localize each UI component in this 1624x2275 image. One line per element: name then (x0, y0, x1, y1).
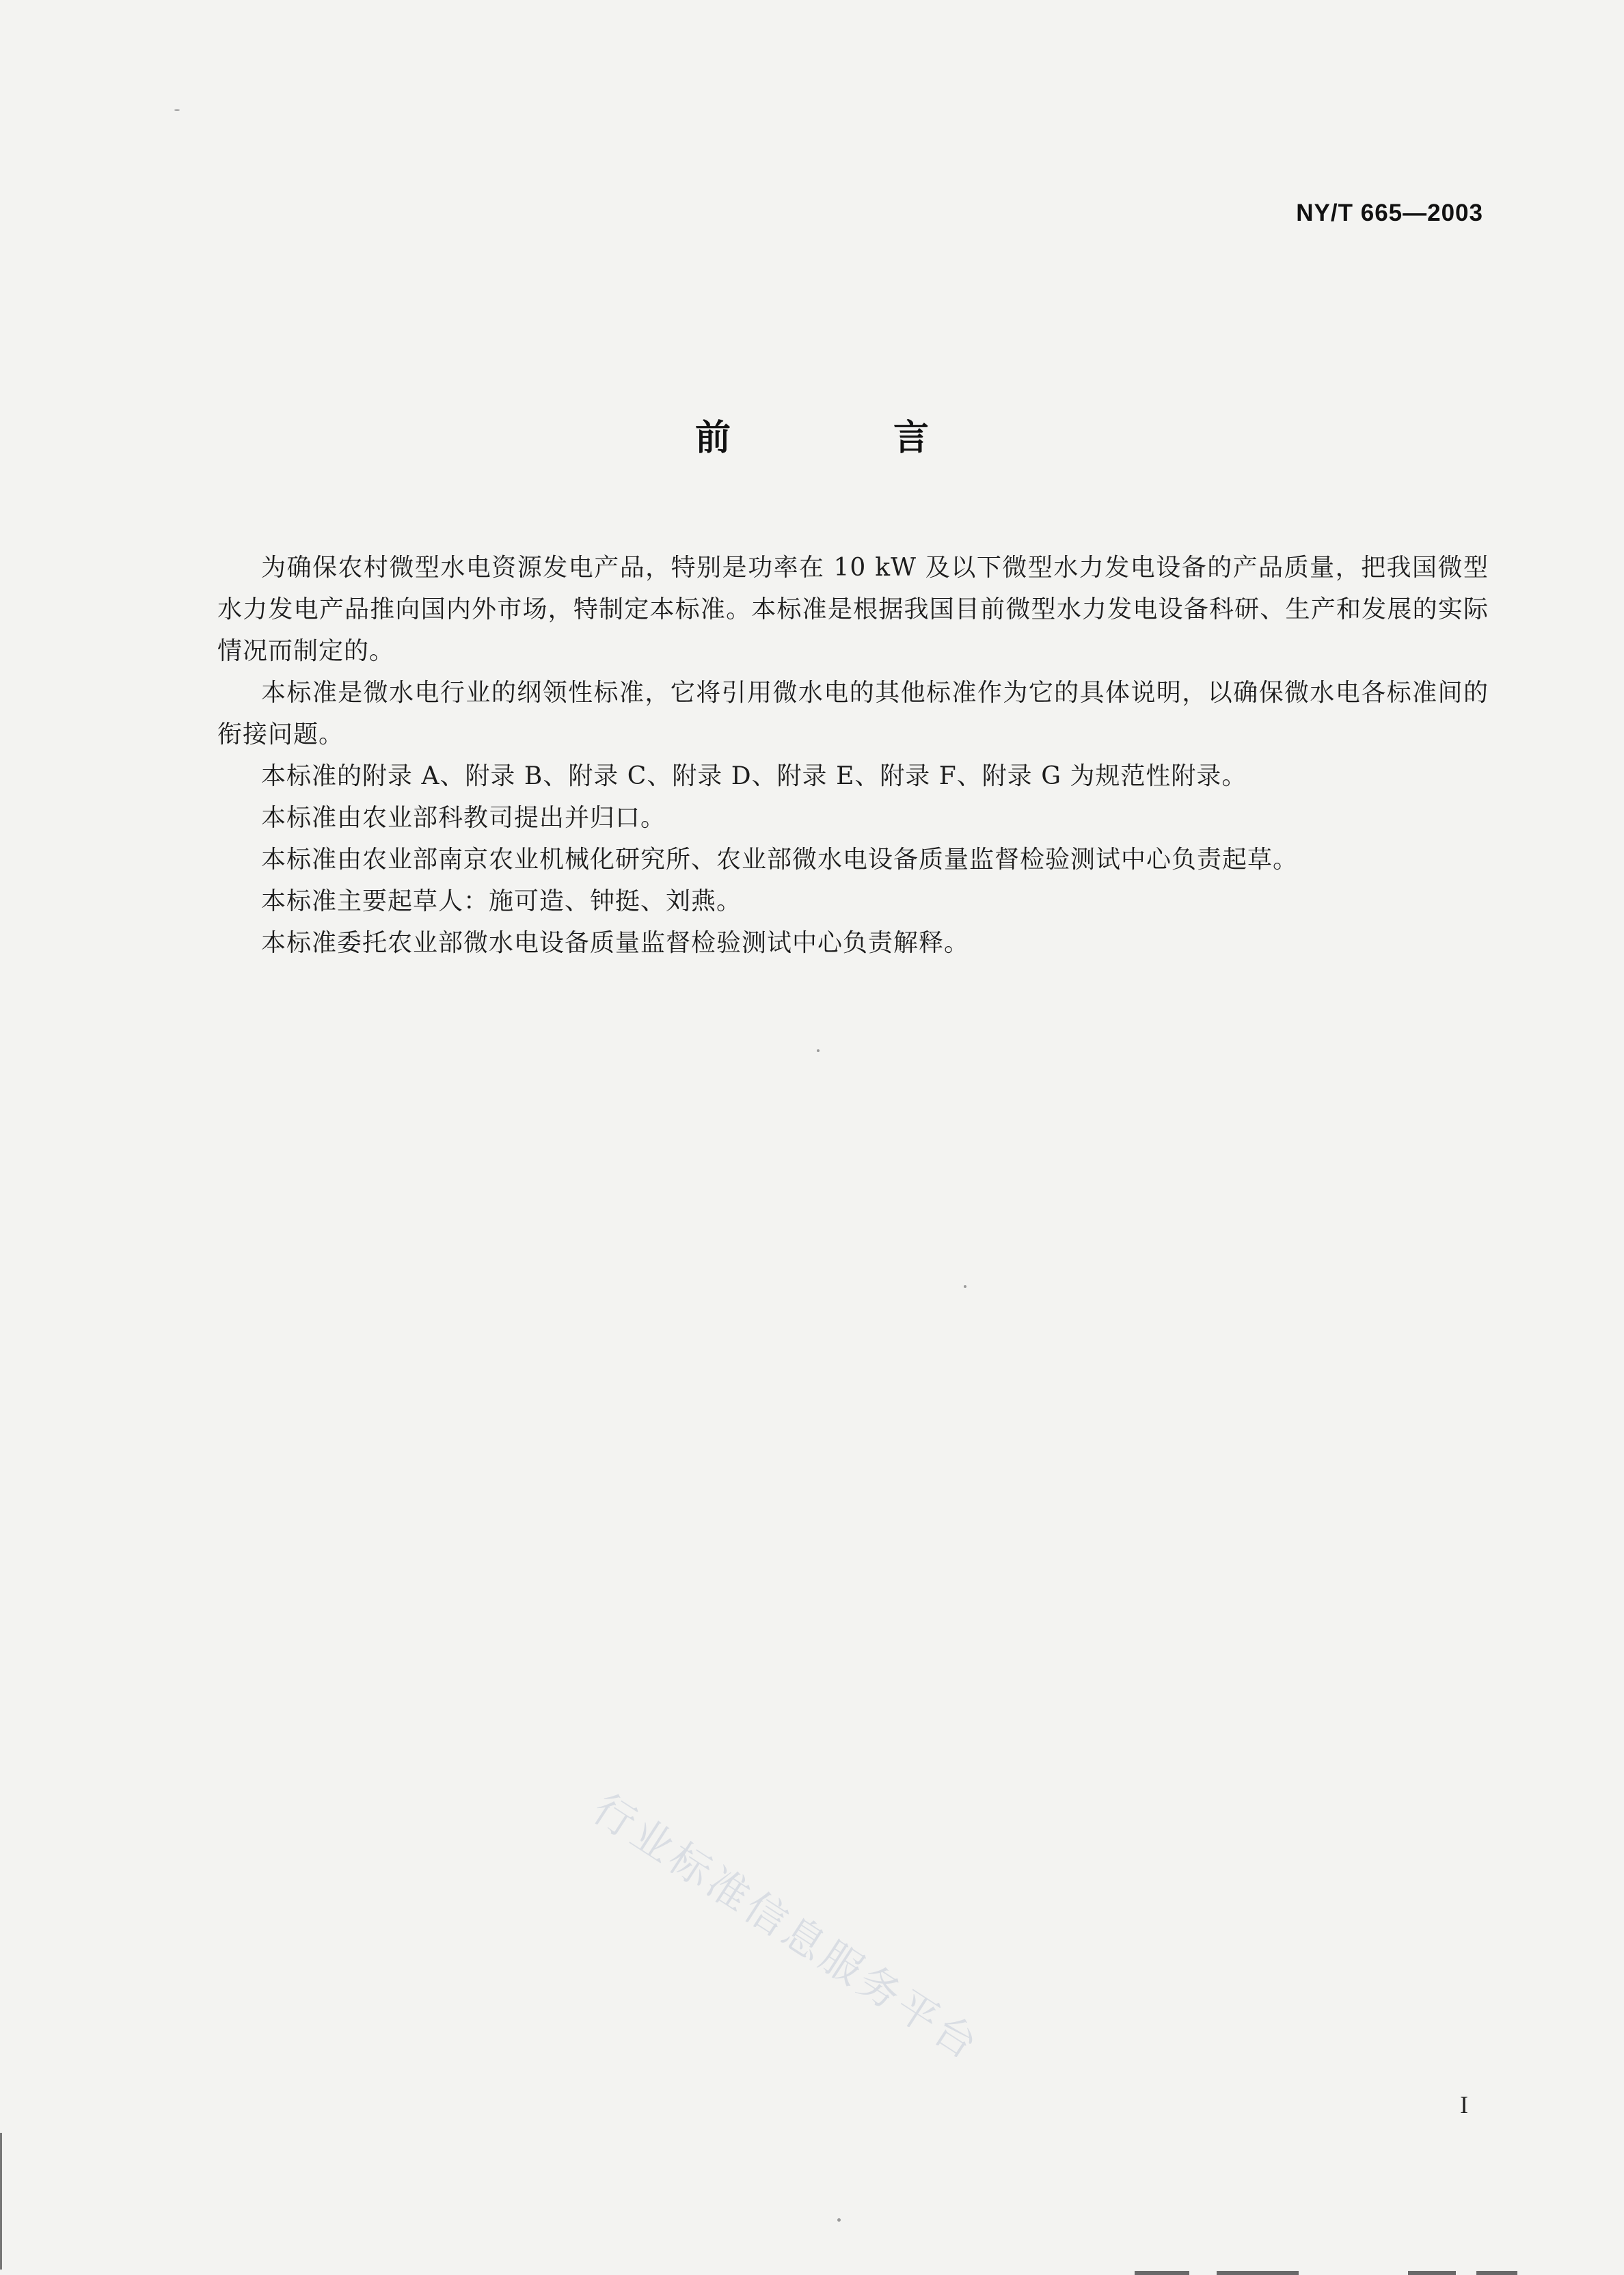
paragraph: 本标准主要起草人：施可造、钟挺、刘燕。 (261, 887, 742, 915)
scan-speck (964, 1285, 966, 1288)
paragraph: 本标准委托农业部微水电设备质量监督检验测试中心负责解释。 (261, 929, 970, 957)
standard-number: NY/T 665—2003 (1296, 200, 1483, 226)
scan-speck (174, 109, 180, 111)
foreword-body (217, 547, 1489, 964)
scan-bottom-edge (1476, 2271, 1517, 2275)
page-number: I (1460, 2091, 1468, 2118)
page-title: 前 言 (694, 418, 1005, 459)
scan-speck (837, 2218, 841, 2222)
paragraph: 本标准由农业部科教司提出并归口。 (261, 804, 666, 832)
scan-speck (817, 1049, 820, 1052)
scan-bottom-edge (1217, 2271, 1299, 2275)
scan-bottom-edge (1135, 2271, 1189, 2275)
watermark: 行业标准信息服务平台 (584, 1784, 989, 2071)
scan-edge-mark (0, 2133, 2, 2270)
paragraph: 为确保农村微型水电资源发电产品，特别是功率在 10 kW 及以下微型水力发电设备的产品质量，把我国微型水力发电产品推向国内外市场，特制定本标准。本标准是根据我国目前微型水力发电设备科研、生产和发展的实际情况而制定的。 (217, 554, 1489, 665)
scan-bottom-edge (1408, 2271, 1456, 2275)
paragraph: 本标准的附录 A、附录 B、附录 C、附录 D、附录 E、附录 F、附录 G 为规范性附录。 (261, 762, 1247, 790)
paragraph: 本标准由农业部南京农业机械化研究所、农业部微水电设备质量监督检验测试中心负责起草。 (261, 846, 1299, 874)
paragraph: 本标准是微水电行业的纲领性标准，它将引用微水电的其他标准作为它的具体说明，以确保微水电各标准间的衔接问题。 (217, 679, 1489, 749)
